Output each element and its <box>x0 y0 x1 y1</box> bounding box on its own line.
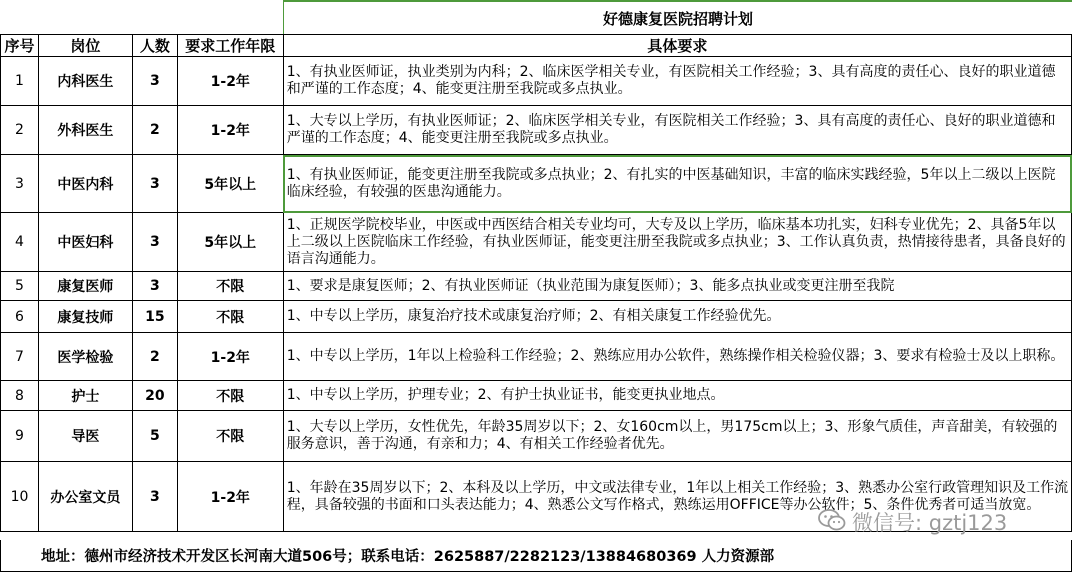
row-requirements: 1、年龄在35周岁以下；2、本科及以上学历，中文或法律专业，1年以上相关工作经验；3、熟悉办公室行政管理知识及工作流程，具备较强的书面和口头表达能力；4、熟悉公文写作格式，熟练运用OFFICE等办公软件；5、条件优秀者可适当放宽。 <box>283 462 1071 532</box>
wechat-icon <box>818 509 846 536</box>
row-years: 不限 <box>177 272 283 301</box>
row-position: 康复医师 <box>38 272 132 301</box>
table-row <box>1 301 1072 333</box>
header-row <box>1 35 1072 57</box>
table-row <box>1 57 1072 106</box>
row-idx: 4 <box>1 213 39 272</box>
row-idx: 1 <box>1 57 39 106</box>
row-years: 1-2年 <box>177 333 283 381</box>
row-position: 内科医生 <box>38 57 132 106</box>
row-idx: 2 <box>1 106 39 155</box>
recruitment-table <box>0 34 1072 532</box>
row-count: 3 <box>132 213 177 272</box>
table-row <box>1 272 1072 301</box>
row-requirements: 1、中专以上学历，护理专业；2、有护士执业证书，能变更执业地点。 <box>283 381 1071 411</box>
row-count: 3 <box>132 57 177 106</box>
table-row <box>1 381 1072 411</box>
row-count: 3 <box>132 462 177 532</box>
row-count: 3 <box>132 272 177 301</box>
row-years: 不限 <box>177 411 283 462</box>
row-requirements: 1、有执业医师证，执业类别为内科；2、临床医学相关专业，有医院相关工作经验；3、具有高度的责任心、良好的职业道德和严谨的工作态度；4、能变更注册至我院或多点执业。 <box>283 57 1071 106</box>
row-count: 2 <box>132 333 177 381</box>
row-count: 2 <box>132 106 177 155</box>
row-position: 康复技师 <box>38 301 132 333</box>
row-count: 20 <box>132 381 177 411</box>
row-requirements: 1、中专以上学历，1年以上检验科工作经验；2、熟练应用办公软件，熟练操作相关检验仪器；3、要求有检验士及以上职称。 <box>283 333 1071 381</box>
row-years: 5年以上 <box>177 213 283 272</box>
row-years: 1-2年 <box>177 462 283 532</box>
header-count: 人数 <box>132 35 177 57</box>
row-position: 外科医生 <box>38 106 132 155</box>
row-requirements: 1、大专以上学历，有执业医师证；2、临床医学相关专业，有医院相关工作经验；3、具有高度的责任心、良好的职业道德和严谨的工作态度；4、能变更注册至我院或多点执业。 <box>283 106 1071 155</box>
row-idx: 6 <box>1 301 39 333</box>
row-requirements: 1、正规医学院校毕业，中医或中西医结合相关专业均可，大专及以上学历，临床基本功扎实，妇科专业优先；2、具备5年以上二级以上医院临床工作经验，有执业医师证，能变更注册至我院或多点执业；3、工作认真负责，热情接待患者，具备良好的语言沟通能力。 <box>283 213 1071 272</box>
row-position: 护士 <box>38 381 132 411</box>
header-requirements: 具体要求 <box>283 35 1071 57</box>
row-years: 1-2年 <box>177 57 283 106</box>
header-idx: 序号 <box>1 35 39 57</box>
sheet-title: 好德康复医院招聘计划 <box>283 0 1072 34</box>
row-years: 不限 <box>177 381 283 411</box>
row-position: 中医内科 <box>38 155 132 213</box>
row-idx: 3 <box>1 155 39 213</box>
row-idx: 9 <box>1 411 39 462</box>
footer-contact: 地址：德州市经济技术开发区长河南大道506号；联系电话：2625887/2282123/13884680369 人力资源部 <box>0 540 1072 572</box>
table-row <box>1 411 1072 462</box>
row-years: 5年以上 <box>177 155 283 213</box>
table-row-highlighted <box>1 155 1072 213</box>
wechat-watermark <box>818 507 1007 537</box>
row-position: 中医妇科 <box>38 213 132 272</box>
header-position: 岗位 <box>38 35 132 57</box>
row-years: 1-2年 <box>177 106 283 155</box>
row-idx: 10 <box>1 462 39 532</box>
row-requirements: 1、中专以上学历，康复治疗技术或康复治疗师；2、有相关康复工作经验优先。 <box>283 301 1071 333</box>
row-requirements: 1、要求是康复医师；2、有执业医师证（执业范围为康复医师）；3、能多点执业或变更注册至我院 <box>283 272 1071 301</box>
row-count: 3 <box>132 155 177 213</box>
row-count: 15 <box>132 301 177 333</box>
row-position: 医学检验 <box>38 333 132 381</box>
row-years: 不限 <box>177 301 283 333</box>
table-row <box>1 106 1072 155</box>
row-idx: 8 <box>1 381 39 411</box>
row-requirements[interactable]: 1、有执业医师证，能变更注册至我院或多点执业；2、有扎实的中医基础知识，丰富的临床实践经验，5年以上二级以上医院临床经验，有较强的医患沟通能力。 <box>283 155 1071 213</box>
row-requirements: 1、大专以上学历，女性优先，年龄35周岁以下；2、女160cm以上，男175cm以上；3、形象气质佳，声音甜美，有较强的服务意识，善于沟通，有亲和力；4、有相关工作经验者优先。 <box>283 411 1071 462</box>
header-years: 要求工作年限 <box>177 35 283 57</box>
row-idx: 7 <box>1 333 39 381</box>
row-idx: 5 <box>1 272 39 301</box>
table-row <box>1 333 1072 381</box>
row-position: 导医 <box>38 411 132 462</box>
row-position: 办公室文员 <box>38 462 132 532</box>
row-count: 5 <box>132 411 177 462</box>
table-row <box>1 213 1072 272</box>
watermark-text: 微信号: gztj123 <box>852 511 1008 535</box>
